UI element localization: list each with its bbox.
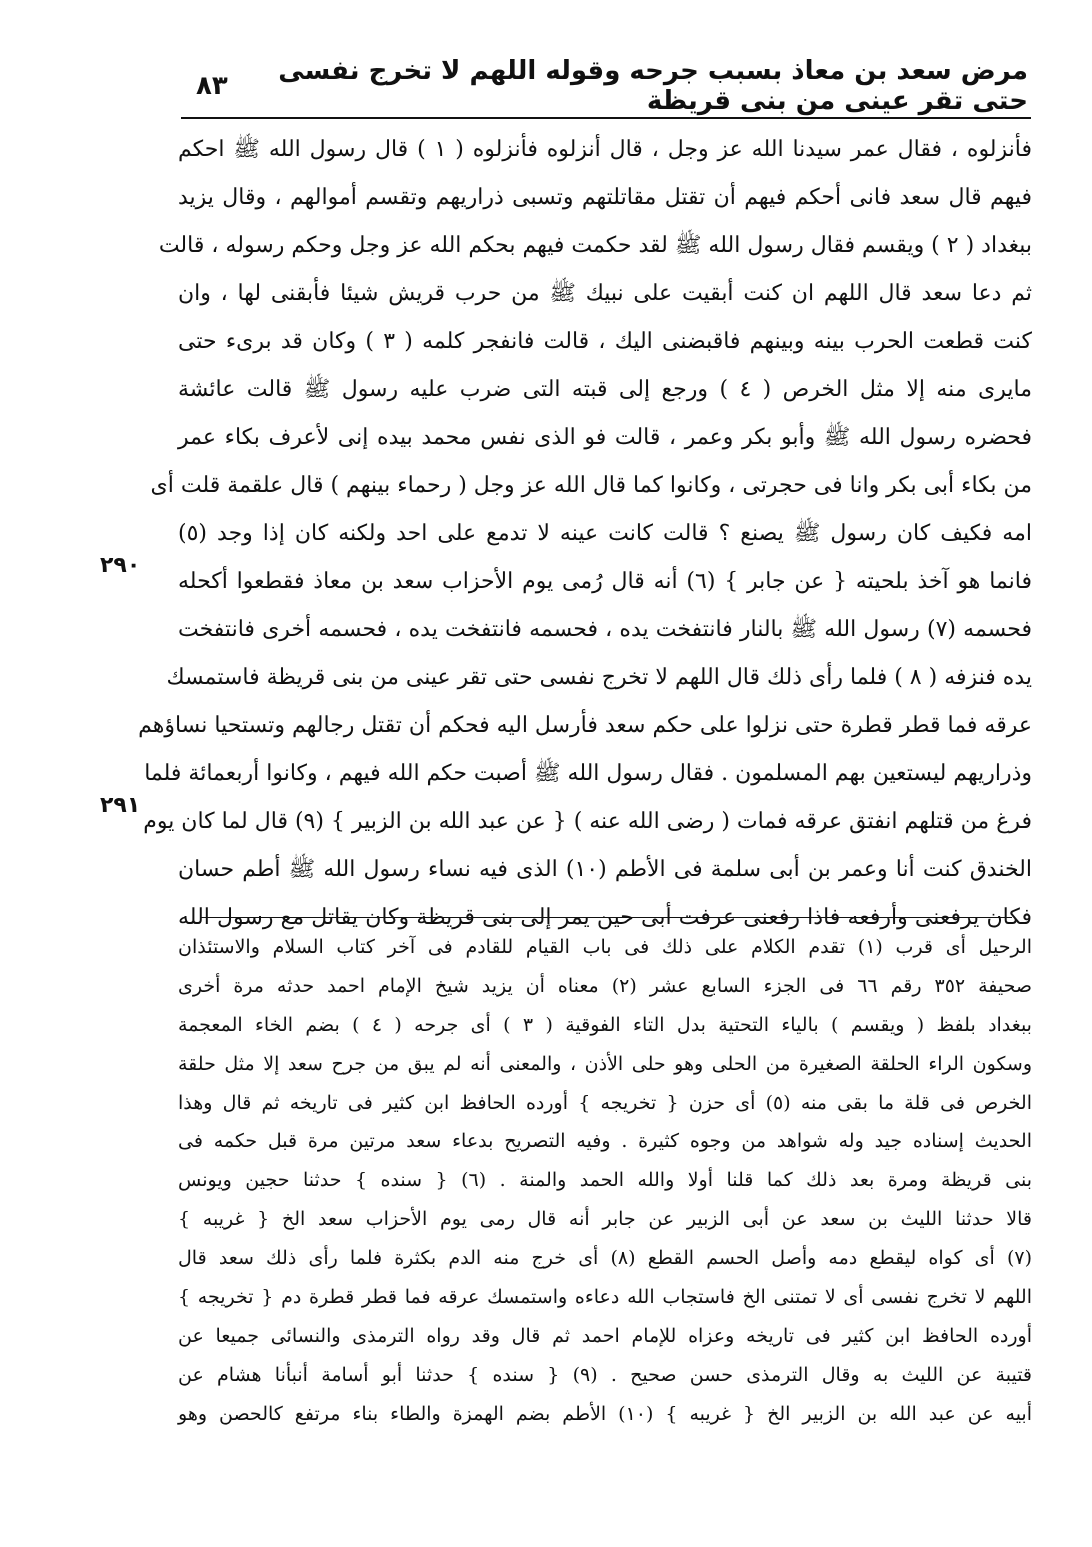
text-line: فحسمه (٧) رسول الله ﷺ بالنار فانتفخت يده ، فحسمه فانتفخت يده ، فحسمه أخرى فانتفخت — [178, 617, 1033, 642]
footnote-line: ببغداد بلفظ ( ويقسم ) بالياء التحتية بدل التاء الفوقية ( ٣ ) أى جرحه ( ٤ ) بضم الخاء المعجمة — [178, 1013, 1032, 1036]
text-line: فرغ من قتلهم انفتق عرقه فمات ( رضى الله عنه ) { عن عبد الله بن الزبير } (٩) قال لما كان يوم — [143, 809, 1032, 834]
footnote-separator — [200, 917, 1012, 918]
footnote-line: أبيه عن عبد الله بن الزبير الخ { غريبه } (١٠) الأطم بضم الهمزة والطاء بناء مرتفع كالحصن وهو — [178, 1402, 1032, 1425]
text-line: وذراريهم ليستعين بهم المسلمون . فقال رسول الله ﷺ أصبت حكم الله فيهم ، وكانوا أربعمائة فلما — [144, 761, 1032, 786]
footnote-line: (٧) أى كواه ليقطع دمه وأصل الحسم القطع (٨) أى خرج منه الدم بكثرة فلما رأى ذلك سعد قال — [178, 1247, 1032, 1270]
text-line: الخندق كنت أنا وعمر بن أبى سلمة فى الأطم (١٠) الذى فيه نساء رسول الله ﷺ أطم حسان — [178, 857, 1032, 882]
text-line: عرقه فما قطر قطرة حتى نزلوا على حكم سعد فأرسل اليه فحكم أن تقتل رجالهم وتستحيا نساؤهم — [138, 713, 1032, 738]
footnote-line: قالا حدثنا الليث بن سعد عن أبى الزبير عن جابر أنه قال رمى يوم الأحزاب سعد الخ { غريبه } — [178, 1208, 1032, 1231]
text-line: فحضره رسول الله ﷺ وأبو بكر وعمر ، قالت فو الذى نفس محمد بيده إنى لأعرف بكاء عمر — [178, 425, 1032, 450]
text-line: فانما هو آخذ بلحيته { عن جابر } (٦) أنه قال رُمى يوم الأحزاب سعد بن معاذ فقطعوا أكحله — [178, 569, 1032, 594]
hadith-number-291: ٢٩١ — [100, 793, 141, 818]
footnote-line: الرحيل أى قرب (١) تقدم الكلام على ذلك فى باب القيام للقادم فى آخر كتاب السلام والاستئذان — [178, 936, 1032, 958]
text-line: من بكاء أبى بكر وانا فى حجرتى ، وكانوا كما قال الله عز وجل ( رحماء بينهم ) قال علقمة قلت أى — [150, 473, 1032, 498]
text-line: فيهم قال سعد فانى أحكم فيهم أن تقتل مقاتلتهم وتسبى ذراريهم وتقسم أموالهم ، وقال يزيد — [178, 185, 1032, 210]
header-title: مرض سعد بن معاذ بسبب جرحه وقوله اللهم لا تخرج نفسى حتى تقر عينى من بنى قريظة — [278, 56, 1028, 116]
text-line: فكان يرفعنى وأرفعه فاذا رفعنى عرفت أبى حين يمر إلى بنى قريظة وكان يقاتل مع رسول الله — [178, 905, 1032, 930]
footnote-line: قتيبة عن الليث به وقال الترمذى حسن صحيح . (٩) { سنده } حدثنا أبو أسامة أنبأنا هشام عن — [178, 1363, 1033, 1386]
text-line: امه فكيف كان رسول ﷺ يصنع ؟ قالت كانت عينه لا تدمع على احد ولكنه كان إذا وجد (٥) — [178, 521, 1032, 546]
footnote-line: الخرص فى قلة ما بقى منه (٥) أى حزن { تخريجه } أورده الحافظ ابن كثير فى تاريخه ثم قال وهذا — [178, 1091, 1032, 1114]
footnote-line: اللهم لا تخرج نفسى أى لا تمتنى الخ فاستجاب الله دعاءه واستمسك عرقه فما قطر قطرة دم { تخريجه } — [178, 1286, 1032, 1309]
footnote-line: صحيفة ٣٥٢ رقم ٦٦ فى الجزء السابع عشر (٢) معناه أن يزيد شيخ الإمام احمد حدثه مرة أخرى — [178, 974, 1033, 997]
text-line: يده فنزفه ( ٨ ) فلما رأى ذلك قال اللهم لا تخرج نفسى حتى تقر عينى من بنى قريظة فاستمسك — [166, 665, 1032, 690]
page-number: ٨٣ — [196, 71, 228, 101]
hadith-number-290: ٢٩٠ — [100, 553, 141, 578]
footnote-line: وسكون الراء الحلقة الصغيرة من الحلى وهو حلى الأذن ، والمعنى أنه لم يبق من جرح سعد إلا مثل حلقة — [178, 1052, 1032, 1075]
text-line: مايرى منه إلا مثل الخرص ( ٤ ) ورجع إلى قبته التى ضرب عليه رسول ﷺ قالت عائشة — [178, 377, 1032, 402]
text-line: ثم دعا سعد قال اللهم ان كنت أبقيت على نبيك ﷺ من حرب قريش شيئا فأبقنى لها ، وان — [178, 281, 1032, 306]
header-rule — [181, 117, 1031, 119]
text-line: كنت قطعت الحرب بينه وبينهم فاقبضنى اليك ، قالت فانفجر كلمه ( ٣ ) وكان قد برىء حتى — [178, 329, 1032, 354]
main-text — [138, 126, 1033, 942]
footnote-line: أورده الحافظ ابن كثير فى تاريخه وعزاه للإمام احمد ثم قال وقد رواه الترمذى والنسائى جميعا عن — [178, 1324, 1032, 1347]
footnote-line: بنى قريظة ومرة بعد ذلك كما قلنا أولا والله الحمد والمنة . (٦) { سنده } حدثنا حجين ويونس — [178, 1169, 1032, 1192]
footnotes — [178, 928, 1032, 1434]
running-header — [188, 56, 1028, 116]
text-line: ببغداد ( ٢ ) ويقسم فقال رسول الله ﷺ لقد حكمت فيهم بحكم الله عز وجل وحكم رسوله ، قالت — [158, 233, 1032, 258]
text-line: فأنزلوه ، فقال عمر سيدنا الله عز وجل ، قال أنزلوه فأنزلوه ( ١ ) قال رسول الله ﷺ احكم — [178, 137, 1032, 162]
footnote-line: الحديث إسناده جيد وله شواهد من وجوه كثيرة . وفيه التصريح بدعاء سعد مرتين مرة قبل حكمه فى — [178, 1130, 1032, 1153]
